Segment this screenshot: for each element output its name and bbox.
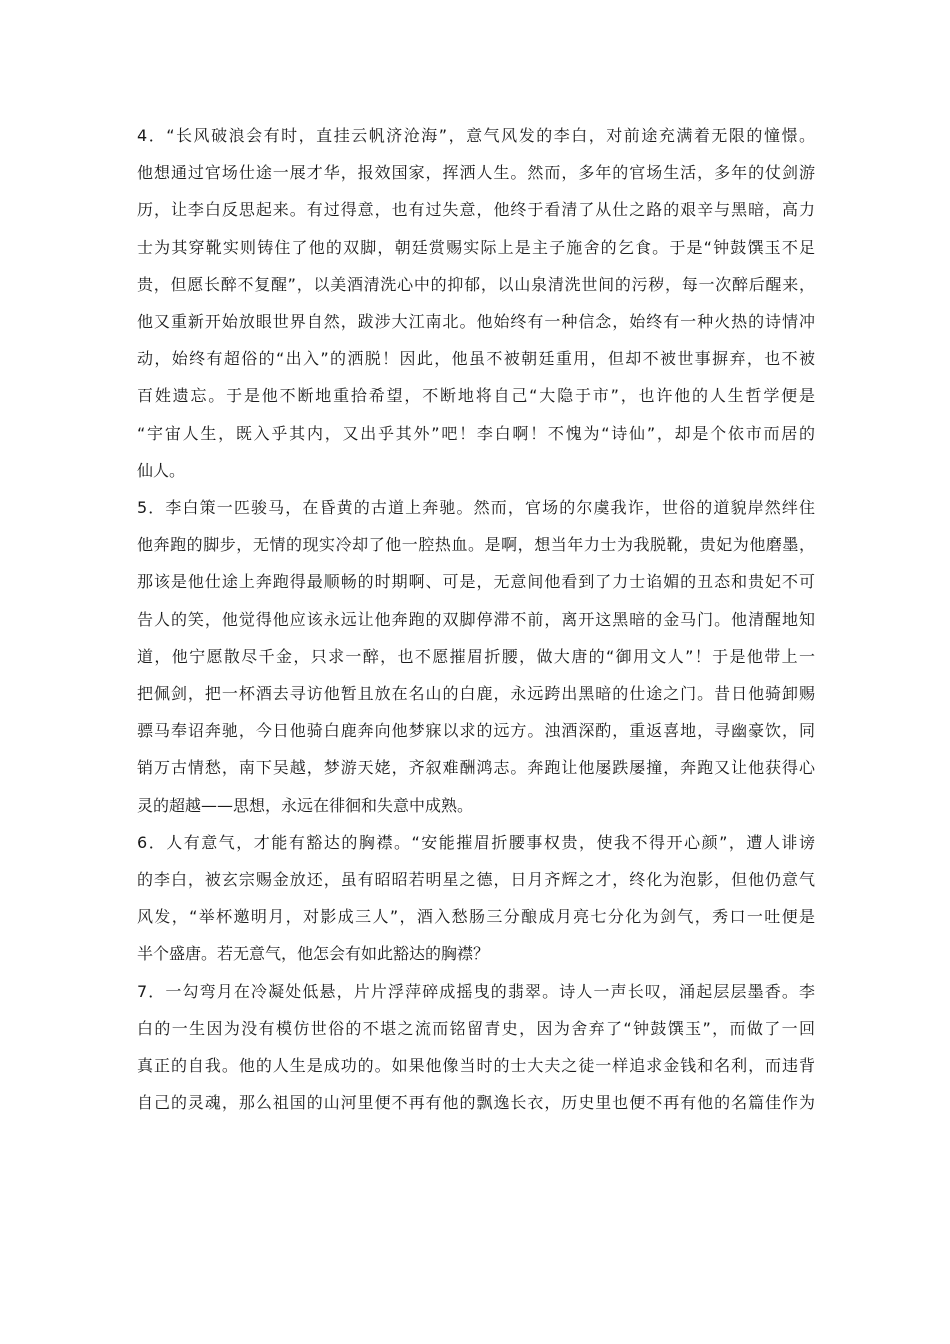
text-line: 灵的超越——思想，永远在徘徊和失意中成熟。	[137, 795, 474, 815]
text-line: 把佩剑，把一杯酒去寻访他暂且放在名山的白鹿，永远跨出黑暗的仕途之门。昔日他骑卸赐	[137, 684, 815, 704]
text-line: 半个盛唐。若无意气，他怎会有如此豁达的胸襟？	[137, 944, 490, 964]
text-line: 动，始终有超俗的“出入”的洒脱！因此，他虽不被朝廷重用，但却不被世事摒弃，也不被	[137, 349, 815, 369]
text-line: 的李白，被玄宗赐金放还，虽有昭昭若明星之德，日月齐辉之才，终化为泡影，但他仍意气	[137, 870, 815, 890]
text-line: 历，让李白反思起来。有过得意，也有过失意，他终于看清了从仕之路的艰辛与黑暗，高力	[137, 200, 815, 220]
text-line: 6．人有意气，才能有豁达的胸襟。“安能摧眉折腰事权贵，使我不得开心颜”，遭人诽谤	[137, 832, 815, 852]
text-line: 百姓遗忘。于是他不断地重拾希望，不断地将自己“大隐于市”，也许他的人生哲学便是	[137, 386, 815, 406]
text-line: 仙人。	[137, 460, 186, 480]
document-body	[137, 117, 815, 1121]
text-line: 7．一勾弯月在冷凝处低悬，片片浮萍碎成摇曳的翡翠。诗人一声长叹，涌起层层墨香。李	[137, 981, 815, 1001]
paragraph-4	[137, 117, 815, 489]
paragraph-7	[137, 973, 815, 1122]
text-line: 那该是他仕途上奔跑得最顺畅的时期啊、可是，无意间他看到了力士谄媚的丑态和贵妃不可	[137, 572, 815, 592]
text-line: 自己的灵魂，那么祖国的山河里便不再有他的飘逸长衣，历史里也便不再有他的名篇佳作为	[137, 1093, 815, 1113]
text-line: 告人的笑，他觉得他应该永远让他奔跑的双脚停滞不前，离开这黑暗的金马门。他清醒地知	[137, 609, 815, 629]
text-line: 士为其穿靴实则铸住了他的双脚，朝廷赏赐实际上是主子施舍的乞食。于是“钟鼓馔玉不足	[137, 237, 815, 257]
text-line: 他又重新开始放眼世界自然，跋涉大江南北。他始终有一种信念，始终有一种火热的诗情冲	[137, 312, 815, 332]
text-line: 风发，“举杯邀明月，对影成三人”，酒入愁肠三分酿成月亮七分化为剑气，秀口一吐便是	[137, 907, 815, 927]
paragraph-6	[137, 824, 815, 973]
text-line: 真正的自我。他的人生是成功的。如果他像当时的士大夫之徒一样追求金钱和名利，而违背	[137, 1056, 815, 1076]
text-line: 他奔跑的脚步，无情的现实冷却了他一腔热血。是啊，想当年力士为我脱靴，贵妃为他磨墨，	[137, 535, 815, 555]
text-line: 白的一生因为没有模仿世俗的不堪之流而铭留青史，因为舍弃了“钟鼓馔玉”，而做了一回	[137, 1018, 815, 1038]
text-line: “宇宙人生，既入乎其内，又出乎其外”吧！李白啊！不愧为“诗仙”，却是个依市而居的	[137, 423, 815, 443]
text-line: 他想通过官场仕途一展才华，报效国家，挥洒人生。然而，多年的官场生活，多年的仗剑游	[137, 163, 815, 183]
text-line: 销万古情愁，南下吴越，梦游天姥，齐叙难酬鸿志。奔跑让他屡跌屡撞，奔跑又让他获得心	[137, 758, 815, 778]
text-line: 道，他宁愿散尽千金，只求一醉，也不愿摧眉折腰，做大唐的“御用文人”！于是他带上一	[137, 646, 815, 666]
text-line: 贵，但愿长醉不复醒”，以美酒清洗心中的抑郁，以山泉清洗世间的污秽，每一次醉后醒来，	[137, 274, 815, 294]
text-line: 5．李白策一匹骏马，在昏黄的古道上奔驰。然而，官场的尔虞我诈，世俗的道貌岸然绊住	[137, 498, 815, 518]
paragraph-5	[137, 489, 815, 824]
text-line: 骠马奉诏奔驰，今日他骑白鹿奔向他梦寐以求的远方。浊酒深酌，重返喜地，寻幽豪饮，同	[137, 721, 815, 741]
text-line: 4．“长风破浪会有时，直挂云帆济沧海”，意气风发的李白，对前途充满着无限的憧憬。	[137, 126, 815, 145]
